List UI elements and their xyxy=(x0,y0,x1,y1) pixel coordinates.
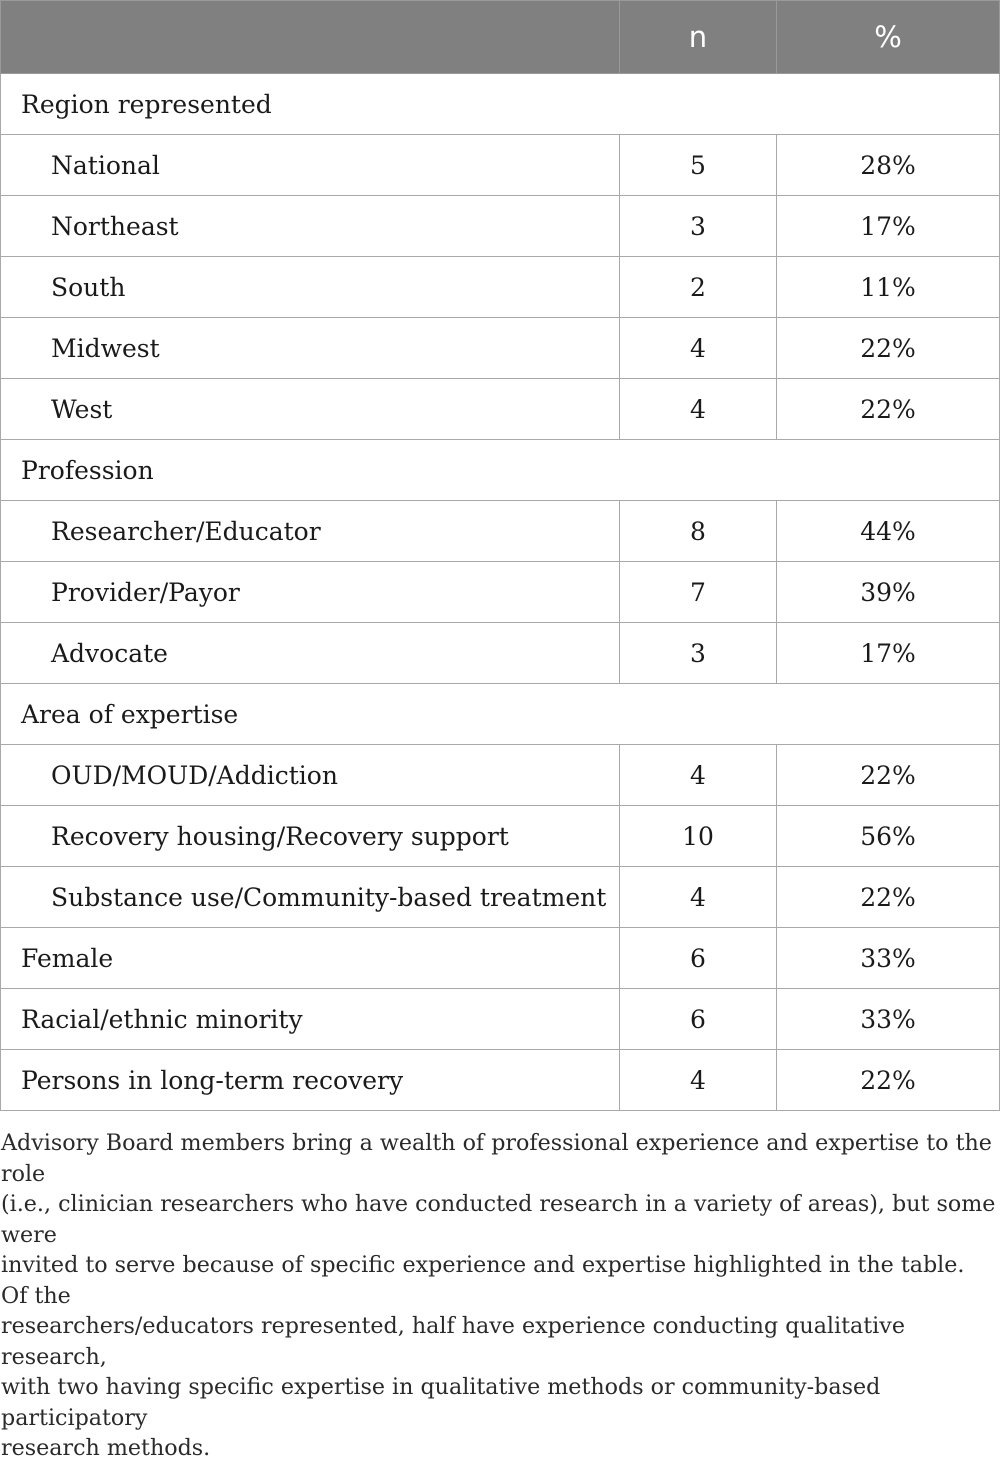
footnote-line: invited to serve because of specific experience and expertise highlighted in the table. Of the xyxy=(1,1252,965,1309)
section-filler xyxy=(620,684,1000,745)
count-cell: 4 xyxy=(620,867,777,928)
percent-cell: 22% xyxy=(777,318,1000,379)
footnote-line: (i.e., clinician researchers who have conducted research in a variety of areas), but some were xyxy=(1,1191,996,1248)
header-label-column xyxy=(1,1,620,74)
footnote-line: Advisory Board members bring a wealth of professional experience and expertise to the role xyxy=(1,1130,992,1187)
table-row xyxy=(1,867,1000,928)
count-cell: 4 xyxy=(620,318,777,379)
percent-cell: 44% xyxy=(777,501,1000,562)
row-label: Provider/Payor xyxy=(1,562,620,623)
section-filler xyxy=(620,440,1000,501)
section-header-row xyxy=(1,684,1000,745)
percent-cell: 33% xyxy=(777,928,1000,989)
header-row xyxy=(1,1,1000,74)
footnote-line: researchers/educators represented, half have experience conducting qualitative research, xyxy=(1,1313,905,1370)
count-cell: 4 xyxy=(620,379,777,440)
table-row xyxy=(1,257,1000,318)
row-label: Northeast xyxy=(1,196,620,257)
percent-cell: 33% xyxy=(777,989,1000,1050)
percent-cell: 17% xyxy=(777,196,1000,257)
count-cell: 10 xyxy=(620,806,777,867)
percent-cell: 22% xyxy=(777,1050,1000,1111)
section-header-row xyxy=(1,74,1000,135)
table-header xyxy=(1,1,1000,74)
row-label: South xyxy=(1,257,620,318)
section-label: Area of expertise xyxy=(1,684,620,745)
table-row xyxy=(1,989,1000,1050)
percent-cell: 22% xyxy=(777,379,1000,440)
table-row xyxy=(1,135,1000,196)
row-label: Substance use/Community-based treatment xyxy=(1,867,620,928)
section-filler xyxy=(620,74,1000,135)
count-cell: 7 xyxy=(620,562,777,623)
row-label: National xyxy=(1,135,620,196)
count-cell: 4 xyxy=(620,1050,777,1111)
table-row xyxy=(1,1050,1000,1111)
table-body xyxy=(1,74,1000,1111)
table-row xyxy=(1,623,1000,684)
percent-cell: 28% xyxy=(777,135,1000,196)
table-footnote xyxy=(1,1128,997,1464)
section-header-row xyxy=(1,440,1000,501)
row-label: Racial/ethnic minority xyxy=(1,989,620,1050)
row-label: Female xyxy=(1,928,620,989)
section-label: Region represented xyxy=(1,74,620,135)
table-row xyxy=(1,562,1000,623)
percent-cell: 22% xyxy=(777,867,1000,928)
section-label: Profession xyxy=(1,440,620,501)
table-row xyxy=(1,379,1000,440)
count-cell: 6 xyxy=(620,989,777,1050)
count-cell: 2 xyxy=(620,257,777,318)
table-row xyxy=(1,928,1000,989)
table-row xyxy=(1,745,1000,806)
footnote-line: with two having specific expertise in qualitative methods or community-based participatory xyxy=(1,1374,881,1431)
count-cell: 8 xyxy=(620,501,777,562)
footnote-line: research methods. xyxy=(1,1435,211,1461)
header-percent-column: % xyxy=(777,1,1000,74)
row-label: Midwest xyxy=(1,318,620,379)
percent-cell: 39% xyxy=(777,562,1000,623)
row-label: Persons in long-term recovery xyxy=(1,1050,620,1111)
row-label: Advocate xyxy=(1,623,620,684)
count-cell: 3 xyxy=(620,196,777,257)
row-label: West xyxy=(1,379,620,440)
count-cell: 3 xyxy=(620,623,777,684)
count-cell: 4 xyxy=(620,745,777,806)
header-n-column: n xyxy=(620,1,777,74)
table-row xyxy=(1,318,1000,379)
row-label: Recovery housing/Recovery support xyxy=(1,806,620,867)
count-cell: 6 xyxy=(620,928,777,989)
table-row xyxy=(1,501,1000,562)
count-cell: 5 xyxy=(620,135,777,196)
percent-cell: 56% xyxy=(777,806,1000,867)
percent-cell: 22% xyxy=(777,745,1000,806)
percent-cell: 11% xyxy=(777,257,1000,318)
row-label: OUD/MOUD/Addiction xyxy=(1,745,620,806)
table-row xyxy=(1,806,1000,867)
table-row xyxy=(1,196,1000,257)
percent-cell: 17% xyxy=(777,623,1000,684)
row-label: Researcher/Educator xyxy=(1,501,620,562)
